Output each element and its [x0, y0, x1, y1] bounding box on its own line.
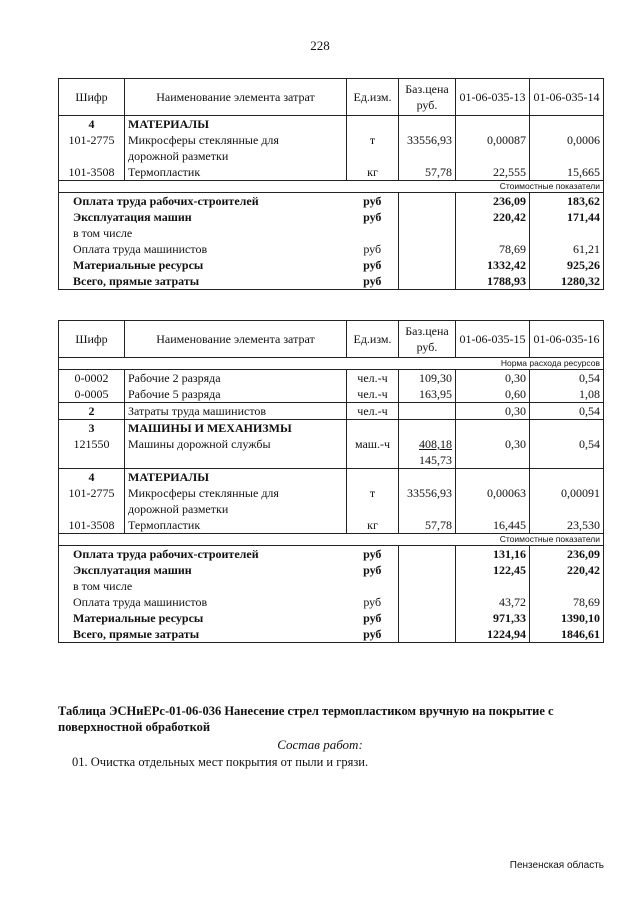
- summary-row: Оплата труда рабочих-строителей руб 236,09 183,62: [59, 193, 604, 210]
- summary-row: Оплата труда машинистов руб 78,69 61,21: [59, 241, 604, 257]
- work-composition-heading: Состав работ:: [277, 737, 363, 752]
- header-code: Шифр: [59, 321, 125, 358]
- summary-row: Оплата труда машинистов руб 43,72 78,69: [59, 594, 604, 610]
- table-row: 101-2775 Микросферы стеклянные для дорожной разметки т 33556,93 0,00063 0,00091: [59, 485, 604, 517]
- table-row: 0-0002 Рабочие 2 разряда чел.-ч 109,30 0,30 0,54: [59, 370, 604, 387]
- table-header-row: [59, 321, 604, 358]
- resource-table-2: [58, 320, 604, 643]
- summary-row: Всего, прямые затраты руб 1788,93 1280,32: [59, 273, 604, 290]
- cost-indicators-caption-row: Стоимостные показатели: [59, 181, 604, 193]
- header-name: Наименование элемента затрат: [125, 321, 347, 358]
- header-code-col-2: 01-06-035-14: [530, 79, 604, 116]
- work-item: 01. Очистка отдельных мест покрытия от пыли и грязи.: [72, 755, 369, 769]
- machinists-row: 2 Затраты труда машинистов чел.-ч 0,30 0,54: [59, 403, 604, 420]
- table-row: 101-3508 Термопластик кг 57,78 16,445 23,530: [59, 517, 604, 534]
- summary-row: Материальные ресурсы руб 1332,42 925,26: [59, 257, 604, 273]
- summary-row: Материальные ресурсы руб 971,33 1390,10: [59, 610, 604, 626]
- summary-row: Эксплуатация машин руб 220,42 171,44: [59, 209, 604, 225]
- header-price: Баз.цена руб.: [399, 321, 456, 358]
- table-row: 0-0005 Рабочие 5 разряда чел.-ч 163,95 0,60 1,08: [59, 386, 604, 403]
- resource-norm-caption-row: Норма расхода ресурсов: [59, 358, 604, 370]
- region-footer: Пензенская область: [509, 860, 604, 871]
- header-unit: Ед.изм.: [347, 79, 399, 116]
- summary-row: Всего, прямые затраты руб 1224,94 1846,61: [59, 626, 604, 643]
- resource-table-1: [58, 78, 604, 290]
- summary-row: в том числе: [59, 225, 604, 241]
- summary-row: в том числе: [59, 578, 604, 594]
- header-name: Наименование элемента затрат: [125, 79, 347, 116]
- table-header-row: [59, 79, 604, 116]
- table-row: 101-3508 Термопластик кг 57,78 22,555 15,665: [59, 164, 604, 181]
- header-code-col-2: 01-06-035-16: [530, 321, 604, 358]
- header-unit: Ед.изм.: [347, 321, 399, 358]
- header-code-col-1: 01-06-035-15: [456, 321, 530, 358]
- page-number: 228: [310, 38, 330, 53]
- machines-section-row: 3 МАШИНЫ И МЕХАНИЗМЫ: [59, 420, 604, 437]
- summary-row: Оплата труда рабочих-строителей руб 131,16 236,09: [59, 546, 604, 563]
- table-row: 121550 Машины дорожной службы маш.-ч 408,18 145,73 0,30 0,54: [59, 436, 604, 469]
- materials-section-row: 4 МАТЕРИАЛЫ: [59, 116, 604, 133]
- table-heading: Таблица ЭСНиЕРс-01-06-036 Нанесение стрел термопластиком вручную на покрытие с поверхностной обработкой: [58, 704, 554, 734]
- table-row: 101-2775 Микросферы стеклянные для дорожной разметки т 33556,93 0,00087 0,0006: [59, 132, 604, 164]
- header-code: Шифр: [59, 79, 125, 116]
- header-price: Баз.цена руб.: [399, 79, 456, 116]
- summary-row: Эксплуатация машин руб 122,45 220,42: [59, 562, 604, 578]
- cost-indicators-caption-row: Стоимостные показатели: [59, 534, 604, 546]
- header-code-col-1: 01-06-035-13: [456, 79, 530, 116]
- materials-section-row: 4 МАТЕРИАЛЫ: [59, 469, 604, 486]
